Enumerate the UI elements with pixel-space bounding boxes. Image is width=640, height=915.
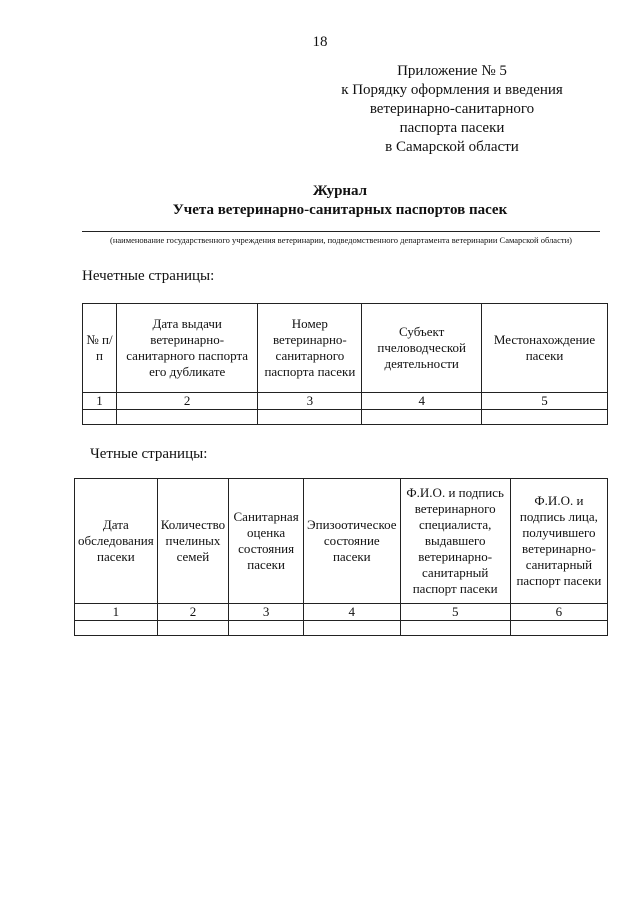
table-row <box>75 621 608 636</box>
even-pages-table <box>74 478 608 636</box>
appendix-header <box>322 62 582 157</box>
column-number: 1 <box>75 604 158 621</box>
table-header-row <box>75 479 608 604</box>
empty-cell <box>116 410 258 425</box>
empty-cell <box>258 410 362 425</box>
column-number: 2 <box>157 604 228 621</box>
header-cell: Местонахождение пасеки <box>482 304 608 393</box>
empty-cell <box>157 621 228 636</box>
institution-fill-line <box>82 231 600 232</box>
empty-cell <box>304 621 401 636</box>
header-cell: Номер ветеринарно-санитарного паспорта пасеки <box>258 304 362 393</box>
empty-cell <box>83 410 117 425</box>
header-cell: Ф.И.О. и подпись ветеринарного специалиста, выдавшего ветеринарно-санитарный паспорт пасеки <box>400 479 510 604</box>
header-cell: Дата выдачи ветеринарно-санитарного паспорта его дубликате <box>116 304 258 393</box>
empty-cell <box>400 621 510 636</box>
table-row <box>83 410 608 425</box>
header-cell: Дата обследования пасеки <box>75 479 158 604</box>
appendix-line: к Порядку оформления и введения <box>341 82 563 98</box>
table-header-row <box>83 304 608 393</box>
header-cell: № п/п <box>83 304 117 393</box>
column-number: 1 <box>83 393 117 410</box>
appendix-line: Приложение № 5 <box>397 63 507 79</box>
page-number: 18 <box>312 34 328 50</box>
appendix-line: в Самарской области <box>385 139 519 155</box>
empty-cell <box>482 410 608 425</box>
column-number-row <box>75 604 608 621</box>
institution-caption: (наименование государственного учреждения ветеринарии, подведомственного департамента ветеринарии Самарской области) <box>110 235 572 245</box>
journal-title-block <box>0 182 640 220</box>
empty-cell <box>75 621 158 636</box>
header-cell: Санитарная оценка состояния пасеки <box>229 479 304 604</box>
column-number: 3 <box>258 393 362 410</box>
journal-subtitle: Учета ветеринарно-санитарных паспортов пасек <box>172 202 508 218</box>
column-number: 5 <box>400 604 510 621</box>
column-number: 6 <box>510 604 607 621</box>
header-cell: Ф.И.О. и подпись лица, получившего ветеринарно-санитарный паспорт пасеки <box>510 479 607 604</box>
journal-title: Журнал <box>312 183 368 199</box>
empty-cell <box>229 621 304 636</box>
empty-cell <box>510 621 607 636</box>
column-number: 5 <box>482 393 608 410</box>
column-number: 3 <box>229 604 304 621</box>
odd-pages-table <box>82 303 608 425</box>
empty-cell <box>362 410 482 425</box>
column-number: 2 <box>116 393 258 410</box>
column-number: 4 <box>304 604 401 621</box>
odd-pages-label: Нечетные страницы: <box>82 268 215 284</box>
appendix-line: ветеринарно-санитарного <box>369 101 535 117</box>
column-number: 4 <box>362 393 482 410</box>
even-pages-label: Четные страницы: <box>90 446 208 462</box>
header-cell: Количество пчелиных семей <box>157 479 228 604</box>
header-cell: Эпизоотическое состояние пасеки <box>304 479 401 604</box>
appendix-line: паспорта пасеки <box>399 120 505 136</box>
column-number-row <box>83 393 608 410</box>
header-cell: Субъект пчеловодческой деятельности <box>362 304 482 393</box>
